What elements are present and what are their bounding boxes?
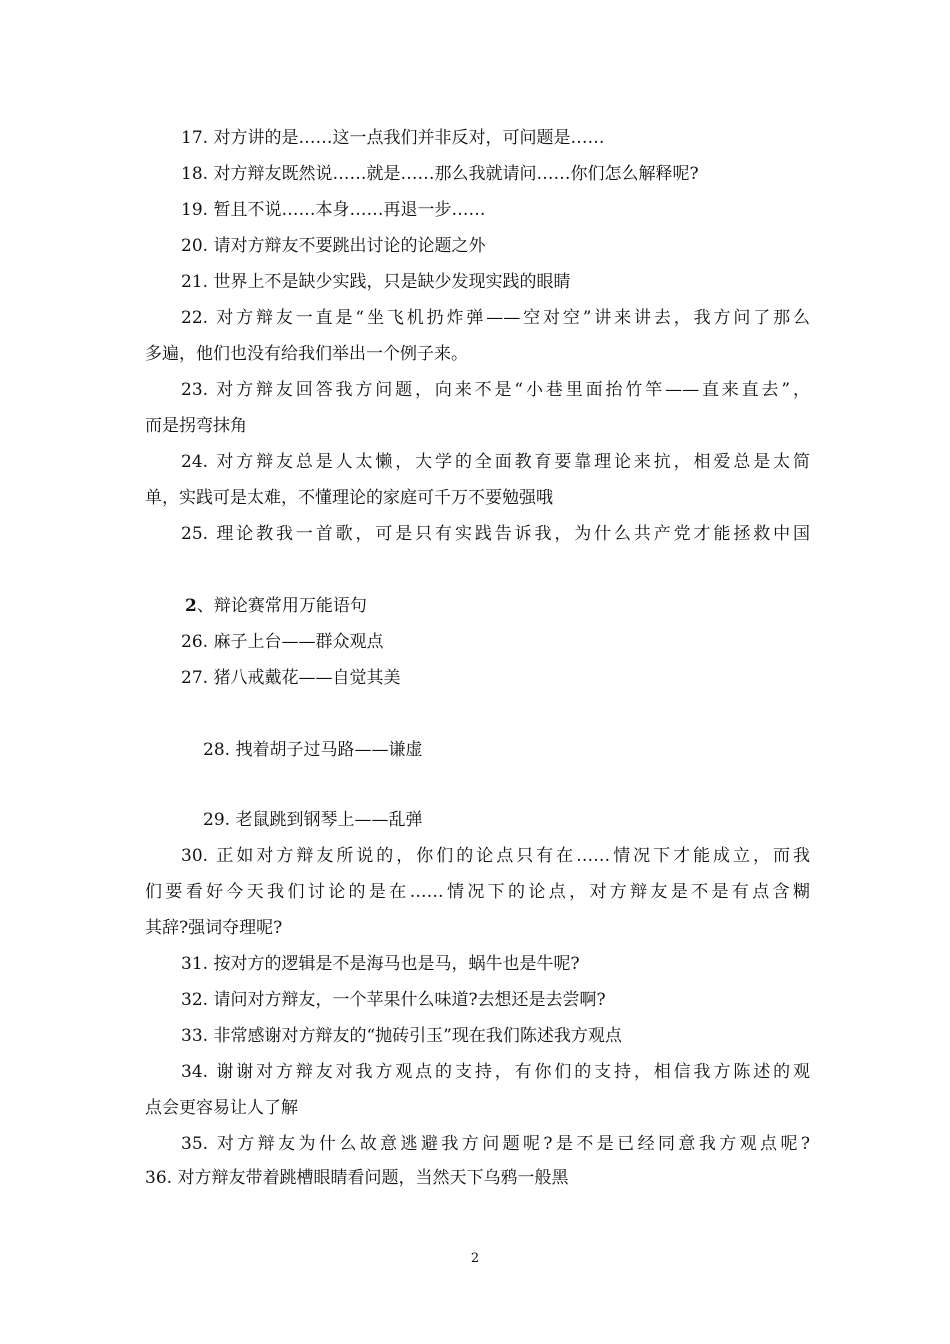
list-item-31: 31. 按对方的逻辑是不是海马也是马，蜗牛也是牛呢?: [181, 954, 580, 974]
list-item-21: 21. 世界上不是缺少实践，只是缺少发现实践的眼睛: [181, 272, 571, 292]
list-item-20: 20. 请对方辩友不要跳出讨论的论题之外: [181, 236, 486, 256]
list-item-30-line-3: 其辞?强词夺理呢?: [145, 918, 283, 938]
list-item-23-line-1: 23. 对方辩友回答我方问题，向来不是“小巷里面抬竹竿——直来直去”，: [181, 380, 810, 400]
list-item-27: 27. 猪八戒戴花——自觉其美: [181, 668, 401, 688]
list-item-24-line-1: 24. 对方辩友总是人太懒，大学的全面教育要靠理论来抗，相爱总是太简: [181, 452, 810, 472]
list-item-17: 17. 对方讲的是……这一点我们并非反对，可问题是……: [181, 128, 605, 148]
list-item-25: 25. 理论教我一首歌，可是只有实践告诉我，为什么共产党才能拯救中国: [181, 524, 810, 544]
page-number: 2: [470, 1251, 480, 1266]
list-item-22-line-2: 多遍，他们也没有给我们举出一个例子来。: [145, 344, 468, 364]
list-item-22-line-1: 22. 对方辩友一直是“坐飞机扔炸弹——空对空”讲来讲去，我方问了那么: [181, 308, 810, 328]
list-item-33: 33. 非常感谢对方辩友的“抛砖引玉”现在我们陈述我方观点: [181, 1026, 622, 1046]
list-item-19: 19. 暂且不说……本身……再退一步……: [181, 200, 486, 220]
list-item-30-line-1: 30. 正如对方辩友所说的，你们的论点只有在……情况下才能成立，而我: [181, 846, 810, 866]
list-item-18: 18. 对方辩友既然说……就是……那么我就请问……你们怎么解释呢?: [181, 164, 699, 184]
list-item-28: 28. 拽着胡子过马路——谦虚: [203, 740, 423, 760]
list-item-23-line-2: 而是拐弯抹角: [145, 416, 247, 436]
section-number: 2: [185, 596, 197, 616]
section-heading: [185, 596, 814, 616]
list-item-32: 32. 请问对方辩友，一个苹果什么味道?去想还是去尝啊?: [181, 990, 606, 1010]
list-item-36: 36. 对方辩友带着跳槽眼睛看问题，当然天下乌鸦一般黑: [145, 1168, 569, 1188]
list-item-35: 35. 对方辩友为什么故意逃避我方问题呢?是不是已经同意我方观点呢?: [181, 1134, 810, 1154]
list-item-29: 29. 老鼠跳到钢琴上——乱弹: [203, 810, 423, 830]
list-item-34-line-1: 34. 谢谢对方辩友对我方观点的支持，有你们的支持，相信我方陈述的观: [181, 1062, 810, 1082]
list-item-34-line-2: 点会更容易让人了解: [145, 1098, 298, 1118]
list-item-24-line-2: 单，实践可是太难，不懂理论的家庭可千万不要勉强哦: [145, 488, 553, 508]
list-item-30-line-2: 们要看好今天我们讨论的是在……情况下的论点，对方辩友是不是有点含糊: [145, 882, 810, 902]
section-title: 、辩论赛常用万能语句: [196, 596, 367, 616]
list-item-26: 26. 麻子上台——群众观点: [181, 632, 384, 652]
